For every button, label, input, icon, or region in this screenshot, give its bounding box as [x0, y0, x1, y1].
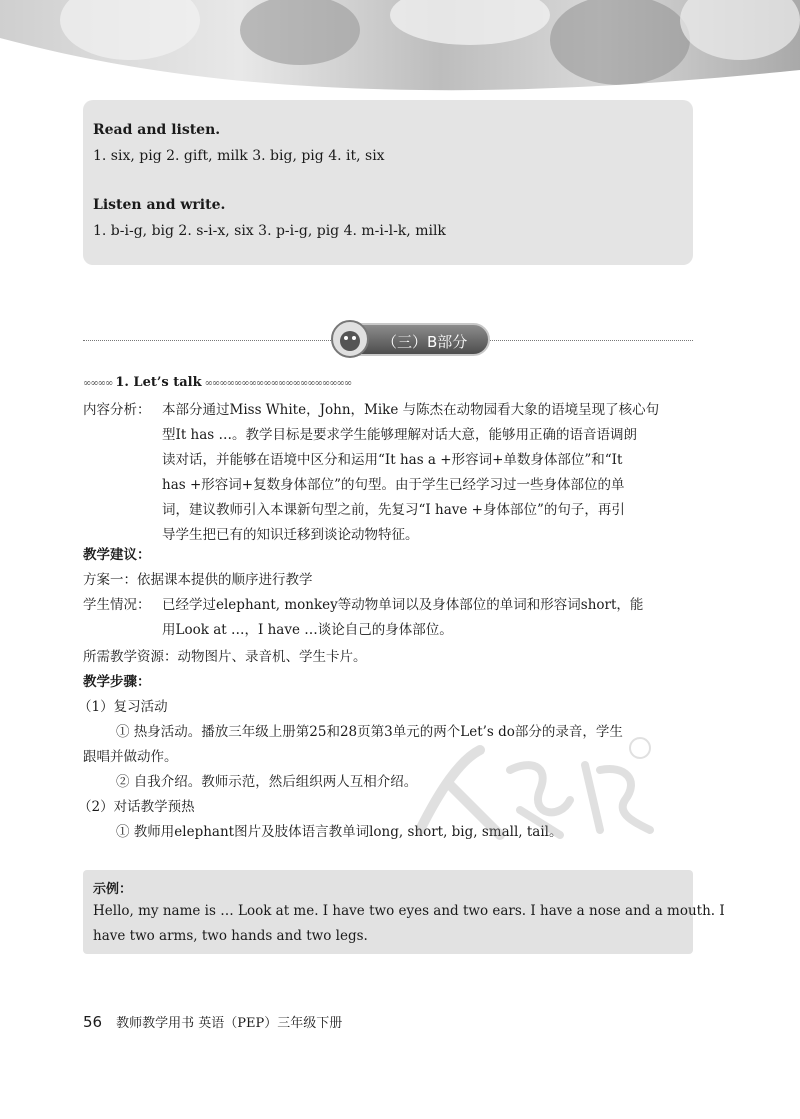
- animal-face-icon: [330, 319, 370, 359]
- analysis-line: 导学生把已有的知识迁移到谈论动物特征。: [162, 527, 419, 543]
- listen-write-answers: 1. b-i-g, big 2. s-i-x, six 3. p-i-g, pig 4. m-i-l-k, milk: [93, 223, 446, 239]
- step-2-item-a: ① 教师用elephant图片及肢体语言教单词long, short, big, small, tail。: [116, 824, 563, 840]
- ornament-left: ∞∞∞∞: [83, 378, 113, 389]
- header-banner: [0, 0, 800, 92]
- section-badge: [336, 323, 490, 356]
- analysis-label: 内容分析：: [83, 402, 151, 418]
- plan-line: 方案一：依据课本提供的顺序进行教学: [83, 572, 313, 588]
- students-label: 学生情况：: [83, 597, 151, 613]
- analysis-line: has +形容词+复数身体部位”的句型。由于学生已经学习过一些身体部位的单: [162, 477, 625, 493]
- steps-label: 教学步骤：: [83, 674, 151, 690]
- example-line: have two arms, two hands and two legs.: [93, 928, 368, 944]
- step-1-item-a: ① 热身活动。播放三年级上册第25和28页第3单元的两个Let’s do部分的录音，学生: [116, 724, 623, 740]
- section-title: （三）B部分: [382, 333, 468, 351]
- step-1-heading: （1）复习活动: [78, 699, 168, 715]
- page-number: 56: [83, 1013, 103, 1031]
- analysis-line: 本部分通过Miss White，John，Mike 与陈杰在动物园看大象的语境呈现了核心句: [162, 402, 660, 418]
- publisher-watermark: [400, 730, 660, 850]
- read-listen-answers: 1. six, pig 2. gift, milk 3. big, pig 4. it, six: [93, 148, 385, 164]
- lets-talk-heading: [83, 375, 351, 390]
- book-title: 教师教学用书 英语（PEP）三年级下册: [116, 1016, 343, 1031]
- analysis-line: 型It has …。教学目标是要求学生能够理解对话大意，能够用正确的语音语调朗: [162, 427, 638, 443]
- students-line: 用Look at …，I have …谈论自己的身体部位。: [162, 622, 453, 638]
- floral-decoration: [0, 0, 800, 92]
- step-1-item-a-cont: 跟唱并做动作。: [83, 749, 178, 765]
- example-box: [83, 870, 725, 954]
- step-2-heading: （2）对话教学预热: [78, 799, 195, 815]
- page-footer: [83, 1012, 342, 1031]
- lets-talk-title: 1. Let’s talk: [115, 375, 202, 390]
- resources-line: 所需教学资源：动物图片、录音机、学生卡片。: [83, 649, 367, 665]
- analysis-line: 词，建议教师引入本课新句型之前，先复习“I have +身体部位”的句子，再引: [162, 502, 625, 518]
- analysis-line: 读对话，并能够在语境中区分和运用“It has a +形容词+单数身体部位”和“It: [162, 452, 623, 468]
- listen-write-heading: Listen and write.: [93, 197, 226, 213]
- students-line: 已经学过elephant, monkey等动物单词以及身体部位的单词和形容词short，能: [162, 597, 644, 613]
- step-1-item-b: ② 自我介绍。教师示范，然后组织两人互相介绍。: [116, 774, 418, 790]
- example-line: Hello, my name is … Look at me. I have two eyes and two ears. I have a nose and a mouth. I: [93, 903, 725, 919]
- answer-box: [83, 100, 693, 265]
- ornament-right: ∞∞∞∞∞∞∞∞∞∞∞∞∞∞∞∞∞∞∞∞: [204, 378, 352, 389]
- example-label: 示例：: [93, 882, 133, 897]
- suggestion-label: 教学建议：: [83, 547, 151, 563]
- read-listen-heading: Read and listen.: [93, 122, 221, 138]
